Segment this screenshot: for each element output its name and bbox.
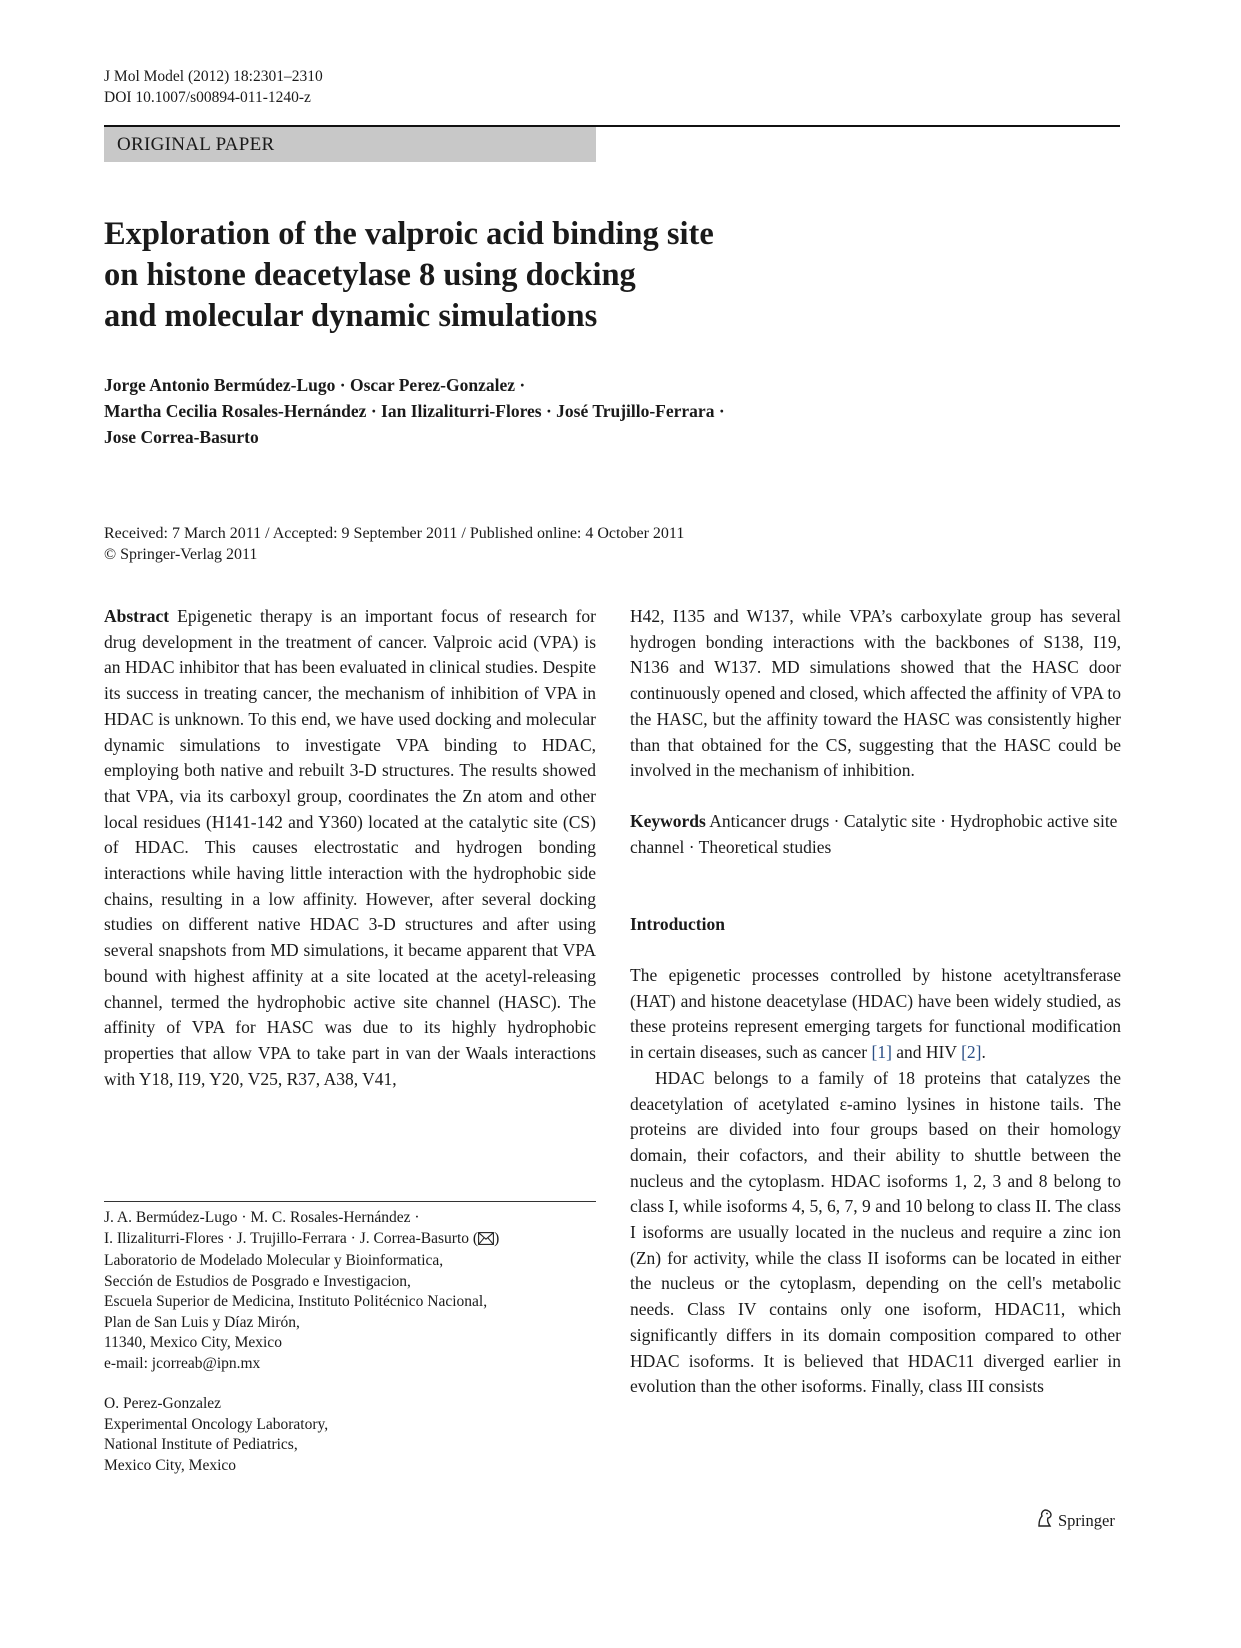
abstract-paragraph (104, 604, 596, 1092)
title-line-3: and molecular dynamic simulations (104, 298, 598, 334)
authors-line-2: Martha Cecilia Rosales-Hernández · Ian Ilizaliturri-Flores · José Trujillo-Ferrara · (104, 401, 725, 421)
keywords (630, 809, 1121, 860)
title-line-1: Exploration of the valproic acid binding site (104, 216, 714, 252)
keywords-text: Anticancer drugs · Catalytic site · Hydrophobic active site channel · Theoretical studies (630, 810, 1118, 857)
publisher-logo (1036, 1509, 1115, 1532)
abstract-label: Abstract (104, 606, 170, 626)
envelope-icon[interactable] (478, 1231, 494, 1252)
abstract-text: Epigenetic therapy is an important focus of research for drug development in the treatment of cancer. Valproic acid (VPA) is an HDAC inhibitor that has been evaluated in clinical studies. Despite its success in treating cancer, the mechanism of inhibition of VPA in HDAC is unknown. To this end, we have used docking and molecular dynamic simulations to investigate VPA binding to HDAC, employing both native and rebuilt 3-D structures. The results showed that VPA, via its carboxyl group, coordinates the Zn atom and other local residues (H141-142 and Y360) located at the catalytic site (CS) of HDAC. This causes electrostatic and hydrogen bonding interactions while having little interaction with the hydrophobic side chains, resulting in a low affinity. However, after several docking studies on different native HDAC 3-D structures and after using several snapshots from MD simulations, it became apparent that VPA bound with highest affinity at a site located at the acetyl-releasing channel, termed the hydrophobic active site channel (HASC). The affinity of VPA for HASC was due to its highly hydrophobic properties that allow VPA to take part in van der Waals interactions with Y18, I19, Y20, V25, R37, A38, V41, (104, 606, 597, 1089)
aff-line-2 (104, 1229, 596, 1252)
aff-line-4: Sección de Estudios de Posgrado e Investigacion, (104, 1272, 411, 1290)
publication-dates (104, 523, 1004, 565)
aff2-line-4: Mexico City, Mexico (104, 1456, 237, 1474)
aff-line-6: Plan de San Luis y Díaz Mirón, (104, 1313, 300, 1331)
aff2-line-3: National Institute of Pediatrics, (104, 1436, 298, 1453)
article-type-badge (104, 127, 596, 162)
date-history: Received: 7 March 2011 / Accepted: 9 September 2011 / Published online: 4 October 2011 (104, 525, 685, 542)
citation-link-2[interactable]: [2] (961, 1042, 982, 1063)
aff-line-5: Escuela Superior de Medicina, Instituto Politécnico Nacional, (104, 1293, 488, 1310)
aff-line-3: Laboratorio de Modelado Molecular y Bioinformatica, (104, 1252, 444, 1269)
springer-horse-icon (1036, 1509, 1053, 1532)
intro-paragraph-2: HDAC belongs to a family of 18 proteins that catalyzes the deacetylation of acetylated ε-amino lysines in histone tails. The proteins are divided into four groups based on their homology domain, their cofactors, and their ability to shuttle between the nucleus and the cytoplasm. HDAC isoforms 1, 2, 3 and 8 belong to class I, while isoforms 4, 5, 6, 7, 9 and 10 belong to class II. The class I isoforms are usually located in the nucleus and require a zinc ion (Zn) for activity, while the class II isoforms can be located in either the nucleus or the cytoplasm, depending on the cell's metabolic needs. Class IV contains only one isoform, HDAC11, which significantly differs in its domain composition compared to other HDAC isoforms. It is believed that HDAC11 diverged earlier in evolution than the other isoforms. Finally, class III consists (630, 1067, 1121, 1397)
aff-email[interactable]: e-mail: jcorreab@ipn.mx (104, 1354, 261, 1372)
authors-line-1: Jorge Antonio Bermúdez-Lugo · Oscar Perez-Gonzalez · (104, 375, 526, 395)
left-column (104, 604, 596, 1092)
keywords-label: Keywords (630, 810, 706, 831)
aff2-line-2: Experimental Oncology Laboratory, (104, 1415, 329, 1433)
affiliations (104, 1208, 596, 1476)
doi[interactable]: DOI 10.1007/s00894-011-1240-z (104, 89, 311, 106)
aff-line-7: 11340, Mexico City, Mexico (104, 1334, 282, 1351)
aff-line-1: J. A. Bermúdez-Lugo · M. C. Rosales-Hernández · (104, 1209, 420, 1226)
abstract-continued: H42, I135 and W137, while VPA’s carboxylate group has several hydrogen bonding interactions with the backbones of S138, I19, N136 and W137. MD simulations showed that the HASC door continuously opened and closed, which affected the affinity of VPA to the HASC, but the affinity toward the HASC was consistently higher than that obtained for the CS, suggesting that the HASC could be involved in the mechanism of inhibition. (630, 606, 1121, 781)
citation-link-1[interactable]: [1] (871, 1042, 892, 1063)
intro-p1-text-b: and HIV (891, 1042, 962, 1063)
affiliation-rule (104, 1201, 596, 1202)
right-column (630, 604, 1121, 1400)
journal-citation: J Mol Model (2012) 18:2301–2310 (104, 68, 323, 85)
intro-p1-text-c: . (981, 1042, 986, 1063)
copyright: © Springer-Verlag 2011 (104, 546, 258, 563)
aff-line-2-end: ) (494, 1229, 500, 1247)
aff-line-2-text: I. Ilizaliturri-Flores · J. Trujillo-Ferrara · J. Correa-Basurto ( (104, 1229, 479, 1247)
intro-p1-text-a: The epigenetic processes controlled by histone acetyltransferase (HAT) and histone deacetylase (HDAC) have been widely studied, as these proteins represent emerging targets for functional modification in certain diseases, such as cancer (630, 965, 1121, 1063)
authors-line-3: Jose Correa-Basurto (104, 427, 259, 447)
author-list (104, 372, 1004, 450)
introduction-heading: Introduction (630, 914, 725, 935)
publisher-name: Springer (1058, 1510, 1115, 1530)
aff2-line-1: O. Perez-Gonzalez (104, 1395, 222, 1412)
title-line-2: on histone deacetylase 8 using docking (104, 257, 636, 293)
intro-paragraph-1 (630, 963, 1121, 1066)
article-type-label: ORIGINAL PAPER (117, 134, 275, 155)
journal-header (104, 66, 323, 108)
paper-title (104, 214, 864, 337)
